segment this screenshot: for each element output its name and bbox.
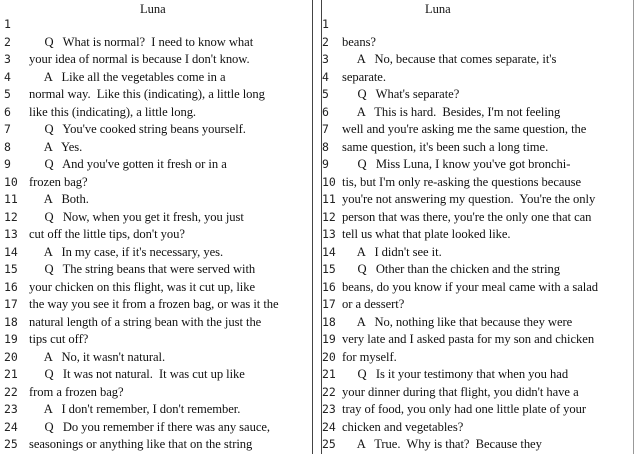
line-number: 23 bbox=[4, 402, 18, 416]
line-number: 12 bbox=[4, 209, 18, 224]
line-text: your dinner during that flight, you didn't have a bbox=[342, 384, 579, 399]
transcript-line bbox=[0, 244, 318, 262]
line-number: 16 bbox=[4, 279, 18, 294]
line-text: A I didn't see it. bbox=[342, 244, 442, 259]
line-number: 23 bbox=[322, 402, 336, 416]
line-number: 17 bbox=[322, 297, 336, 311]
line-text: from a frozen bag? bbox=[29, 384, 124, 399]
line-number: 24 bbox=[322, 419, 336, 434]
transcript-line bbox=[0, 121, 318, 139]
line-text: tips cut off? bbox=[29, 332, 89, 346]
page-header-left: Luna bbox=[140, 2, 166, 16]
transcript-line bbox=[0, 296, 318, 314]
transcript-line bbox=[0, 314, 318, 332]
line-number: 25 bbox=[4, 437, 18, 451]
transcript-line bbox=[0, 16, 318, 34]
line-text: for myself. bbox=[342, 349, 397, 364]
transcript-line bbox=[0, 104, 318, 122]
line-text: natural length of a string bean with the just the bbox=[29, 314, 262, 329]
line-number: 21 bbox=[322, 367, 336, 381]
transcript-line bbox=[0, 366, 318, 384]
line-text: Q What is normal? I need to know what bbox=[29, 34, 254, 49]
transcript-line bbox=[318, 34, 636, 52]
transcript-line bbox=[0, 279, 318, 297]
transcript-line bbox=[318, 156, 636, 174]
line-number: 9 bbox=[322, 157, 329, 171]
line-number: 4 bbox=[322, 69, 329, 84]
transcript-line bbox=[318, 139, 636, 157]
line-number: 9 bbox=[4, 157, 11, 171]
transcript-line bbox=[318, 86, 636, 104]
line-number: 16 bbox=[322, 279, 336, 294]
line-text: A No, it wasn't natural. bbox=[29, 349, 166, 364]
line-text: separate. bbox=[342, 69, 386, 84]
transcript-line bbox=[318, 366, 636, 384]
line-text: Q Other than the chicken and the string bbox=[342, 262, 561, 276]
line-text: Q Do you remember if there was any sauce, bbox=[29, 419, 270, 434]
line-text: beans, do you know if your meal came with a salad bbox=[342, 279, 598, 294]
line-number: 13 bbox=[4, 227, 18, 241]
transcript-line bbox=[318, 261, 636, 279]
line-number: 11 bbox=[322, 192, 336, 206]
line-number: 21 bbox=[4, 367, 18, 381]
transcript-line bbox=[0, 419, 318, 437]
line-text: tis, but I'm only re-asking the questions because bbox=[342, 174, 582, 189]
transcript-line bbox=[318, 401, 636, 419]
transcript-line bbox=[0, 436, 318, 454]
line-text: well and you're asking me the same question, the bbox=[342, 122, 587, 136]
line-text: cut off the little tips, don't you? bbox=[29, 227, 185, 241]
line-text: A Yes. bbox=[29, 139, 83, 154]
line-number: 18 bbox=[322, 314, 336, 329]
line-number: 7 bbox=[4, 122, 11, 136]
line-number: 1 bbox=[4, 17, 11, 31]
line-text: A No, nothing like that because they were bbox=[342, 314, 573, 329]
left-line-list bbox=[0, 16, 318, 454]
line-text: person that was there, you're the only one that can bbox=[342, 209, 592, 224]
line-number: 10 bbox=[4, 174, 18, 189]
line-number: 4 bbox=[4, 69, 11, 84]
line-text: A In my case, if it's necessary, yes. bbox=[29, 244, 224, 259]
transcript-line bbox=[318, 174, 636, 192]
line-text: frozen bag? bbox=[29, 174, 88, 189]
line-text: normal way. Like this (indicating), a little long bbox=[29, 87, 265, 101]
line-number: 5 bbox=[322, 87, 329, 101]
transcript-line bbox=[0, 331, 318, 349]
line-text: A True. Why is that? Because they bbox=[342, 437, 542, 451]
line-number: 19 bbox=[4, 332, 18, 346]
line-number: 19 bbox=[322, 332, 336, 346]
line-text: Q Miss Luna, I know you've got bronchi- bbox=[342, 157, 571, 171]
line-number: 7 bbox=[322, 122, 329, 136]
line-number: 3 bbox=[4, 52, 11, 66]
line-text: seasonings or anything like that on the string bbox=[29, 437, 253, 451]
line-text: Q You've cooked string beans yourself. bbox=[29, 122, 246, 136]
page-header-right: Luna bbox=[425, 2, 451, 16]
line-number: 18 bbox=[4, 314, 18, 329]
line-number: 20 bbox=[322, 349, 336, 364]
line-text: Q And you've gotten it fresh or in a bbox=[29, 157, 227, 171]
line-text: your chicken on this flight, was it cut up, like bbox=[29, 279, 255, 294]
transcript-line bbox=[318, 226, 636, 244]
transcript-line bbox=[0, 51, 318, 69]
transcript-line bbox=[318, 16, 636, 34]
transcript-line bbox=[318, 191, 636, 209]
line-text: Q Now, when you get it fresh, you just bbox=[29, 209, 244, 224]
transcript-line bbox=[318, 244, 636, 262]
line-text: Q Is it your testimony that when you had bbox=[342, 367, 569, 381]
line-number: 2 bbox=[4, 34, 11, 49]
transcript-line bbox=[0, 261, 318, 279]
line-number: 3 bbox=[322, 52, 329, 66]
line-number: 13 bbox=[322, 227, 336, 241]
transcript-line bbox=[0, 156, 318, 174]
transcript-line bbox=[0, 191, 318, 209]
line-number: 10 bbox=[322, 174, 336, 189]
line-number: 14 bbox=[4, 244, 18, 259]
transcript-line bbox=[0, 34, 318, 52]
line-number: 6 bbox=[322, 104, 329, 119]
line-text: like this (indicating), a little long. bbox=[29, 104, 197, 119]
right-transcript-page bbox=[318, 0, 636, 454]
line-text: or a dessert? bbox=[342, 297, 405, 311]
line-number: 22 bbox=[322, 384, 336, 399]
transcript-line bbox=[0, 226, 318, 244]
line-text: Q The string beans that were served with bbox=[29, 262, 256, 276]
transcript-line bbox=[0, 401, 318, 419]
transcript-line bbox=[318, 384, 636, 402]
line-number: 15 bbox=[322, 262, 336, 276]
line-number: 12 bbox=[322, 209, 336, 224]
line-number: 6 bbox=[4, 104, 11, 119]
transcript-line bbox=[0, 384, 318, 402]
line-number: 1 bbox=[322, 17, 329, 31]
line-number: 8 bbox=[322, 139, 329, 154]
transcript-line bbox=[318, 121, 636, 139]
line-text: A This is hard. Besides, I'm not feeling bbox=[342, 104, 561, 119]
line-text: A No, because that comes separate, it's bbox=[342, 52, 557, 66]
transcript-line bbox=[318, 436, 636, 454]
line-number: 24 bbox=[4, 419, 18, 434]
line-number: 11 bbox=[4, 192, 18, 206]
transcript-line bbox=[318, 419, 636, 437]
line-text: tell us what that plate looked like. bbox=[342, 227, 511, 241]
transcript-line bbox=[0, 86, 318, 104]
transcript-line bbox=[0, 139, 318, 157]
line-number: 14 bbox=[322, 244, 336, 259]
line-text: beans? bbox=[342, 34, 376, 49]
page-edge-line bbox=[633, 0, 634, 454]
line-number: 2 bbox=[322, 34, 329, 49]
line-text: very late and I asked pasta for my son and chicken bbox=[342, 332, 595, 346]
page-divider-line bbox=[312, 0, 313, 454]
line-text: tray of food, you only had one little plate of your bbox=[342, 402, 587, 416]
line-number: 5 bbox=[4, 87, 11, 101]
line-text: same question, it's been such a long time. bbox=[342, 139, 549, 154]
transcript-line bbox=[0, 349, 318, 367]
line-text: your idea of normal is because I don't know. bbox=[29, 52, 250, 66]
line-text: A Both. bbox=[29, 192, 89, 206]
transcript-line bbox=[318, 104, 636, 122]
line-number: 17 bbox=[4, 297, 18, 311]
transcript-line bbox=[318, 51, 636, 69]
line-number: 25 bbox=[322, 437, 336, 451]
transcript-line bbox=[318, 209, 636, 227]
line-number: 8 bbox=[4, 139, 11, 154]
line-text: the way you see it from a frozen bag, or was it the bbox=[29, 297, 279, 311]
line-text: Q It was not natural. It was cut up like bbox=[29, 367, 245, 381]
line-number: 20 bbox=[4, 349, 18, 364]
right-line-list bbox=[318, 16, 636, 454]
transcript-line bbox=[318, 314, 636, 332]
line-text: A I don't remember, I don't remember. bbox=[29, 402, 241, 416]
transcript-line bbox=[0, 69, 318, 87]
transcript-line bbox=[318, 349, 636, 367]
transcript-line bbox=[318, 69, 636, 87]
line-number: 22 bbox=[4, 384, 18, 399]
line-text: Q What's separate? bbox=[342, 87, 460, 101]
transcript-line bbox=[318, 296, 636, 314]
line-text: you're not answering my question. You're the only bbox=[342, 192, 596, 206]
transcript-line bbox=[0, 209, 318, 227]
transcript-line bbox=[318, 331, 636, 349]
line-number: 15 bbox=[4, 262, 18, 276]
line-text: chicken and vegetables? bbox=[342, 419, 464, 434]
line-text: A Like all the vegetables come in a bbox=[29, 69, 226, 84]
transcript-line bbox=[318, 279, 636, 297]
transcript-line bbox=[0, 174, 318, 192]
